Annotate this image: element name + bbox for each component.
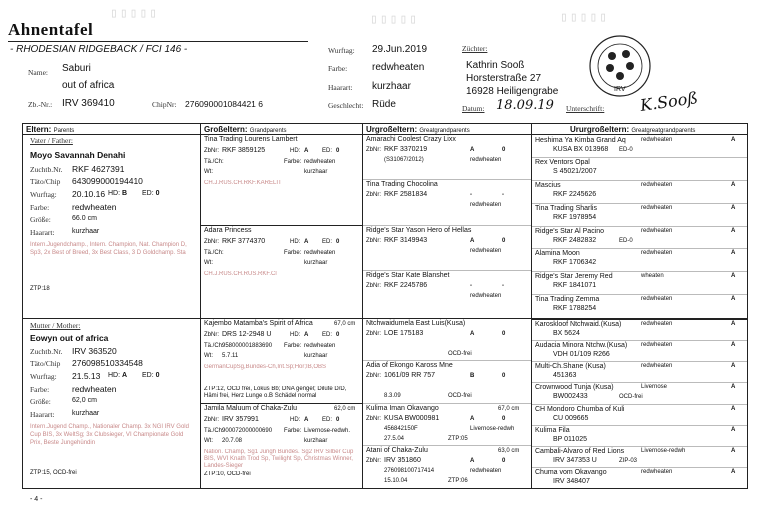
grandparent-ta-label: Tä./Ch: <box>204 428 224 434</box>
father-ed: ED: 0 <box>142 190 160 197</box>
ggg-name: Kulima Fila <box>535 427 570 434</box>
grandparent-wt-label: Wt: <box>204 353 213 359</box>
ggg-divider <box>532 203 747 204</box>
great-grandparent-zbnr: RKF 3149943 <box>384 237 428 244</box>
great-grandparent-farbe: redwheaten <box>470 248 502 254</box>
great-grandparent-zbnr-label: ZbNr: <box>366 458 381 464</box>
great-grandparent-name: Ntchwaidumela East Luis(Kusa) <box>366 320 466 327</box>
grandparent-ed-label: ED: <box>322 148 333 154</box>
grandparent-ed-label: ED: <box>322 417 333 423</box>
faint-stamp-right: ▯▯▯▯▯ <box>560 10 610 25</box>
grandparent-ta: 900072000000690 <box>222 428 273 434</box>
mother-groesse-label: Größe: <box>30 397 51 406</box>
great-grandparent-zbnr-label: ZbNr: <box>366 331 381 337</box>
grandparent-wt-label: Wt: <box>204 438 213 444</box>
grandparent-size: 67,0 cm <box>334 321 356 327</box>
grandparent-notes: GermanCupSg,Bundes-Ch,Int.Sp;Hor;IB,OBS <box>204 364 327 370</box>
grandparent-ta-label: Tä./Ch: <box>204 250 224 256</box>
ggg-name: Karoskloof Ntchwaid.(Kusa) <box>535 321 622 328</box>
chip-label: ChipNr: <box>152 100 177 109</box>
title-underline <box>8 41 308 42</box>
great-grandparent-name: Ridge's Star Yason Hero of Hellas <box>366 227 472 234</box>
father-zuchtb-label: Zuchtb.Nr. <box>30 165 63 174</box>
great-grandparent-name: Ridge's Star Kate Blanshet <box>366 272 450 279</box>
ggg-divider <box>532 226 747 227</box>
great-grandparent-wt: 8.3.09 <box>384 393 401 399</box>
great-grandparent-divider <box>363 403 531 404</box>
grandparent-zbnr: IRV 357991 <box>222 416 259 423</box>
ggg-ed: ED-0 <box>619 238 633 244</box>
ggg-ed: ZIP-03 <box>619 458 638 464</box>
father-groesse-label: Größe: <box>30 215 51 224</box>
great-grandparent-ed: - <box>502 192 504 198</box>
ggg-farbe: wheaten <box>641 273 664 279</box>
great-grandparent-name: Kulima Iman Okavango <box>366 405 439 412</box>
grandparent-ed: 0 <box>336 417 340 423</box>
great-grandparent-ed: 0 <box>502 373 506 379</box>
grandparent-farbe-label: Farbe: <box>284 343 302 349</box>
grandparent-size: 62,0 cm <box>334 406 356 412</box>
grandparent-notes: Nation. Champ, Sg1 Jungh Bundes. Sg2 IRV Silber Cup BIS, WVI Knath Trod Sp, Twilight Sp, Christmas Winner, Landes-Sieger <box>204 449 354 469</box>
grandparent-farbe: redwheaten <box>304 343 336 349</box>
ggg-zbnr: 451363 <box>553 372 577 379</box>
grandparent-wt-label: Wt: <box>204 169 213 175</box>
great-grandparent-ocd: OCD-frei <box>448 393 472 399</box>
ggg-farbe: redwheaten <box>641 205 673 211</box>
ggg-farbe: Livernose <box>641 384 668 390</box>
great-grandparent-hd: A <box>470 331 475 337</box>
great-grandparent-wt: 15.10.04 <box>384 478 408 484</box>
ggg-zbnr: BX 5624 <box>553 330 580 337</box>
grandparent-name: Jamila Maluum of Chaka-Zulu <box>204 405 297 412</box>
ggg-divider <box>532 248 747 249</box>
great-grandparent-name: Amarachi Coolest Crazy Lixx <box>366 136 456 143</box>
ggg-name: Chuma vom Okavango <box>535 469 607 476</box>
father-tato-label: Täto/Chip <box>30 177 61 186</box>
grandparent-name: Tina Trading Lourens Lambert <box>204 136 298 143</box>
ggg-hd: A <box>731 273 736 279</box>
great-grandparent-name: Atani of Chaka-Zulu <box>366 447 428 454</box>
grandparent-zbnr: RKF 3774370 <box>222 238 266 245</box>
grandparent-name: Adara Princess <box>204 227 252 234</box>
mother-hd: HD: A <box>108 372 128 379</box>
grandparent-zbnr: RKF 3859125 <box>222 147 266 154</box>
ggg-hd: A <box>731 363 736 369</box>
breed-line: - RHODESIAN RIDGEBACK / FCI 146 - <box>10 44 188 55</box>
ggg-hd: A <box>731 228 736 234</box>
ggg-farbe: redwheaten <box>641 321 673 327</box>
mother-zuchtb-label: Zuchtb.Nr. <box>30 347 63 356</box>
father-role: Vater / Father: <box>30 136 73 145</box>
ggg-farbe: redwheaten <box>641 363 673 369</box>
grandparent-wt: 5.7.11 <box>222 353 239 359</box>
farbe-label: Farbe: <box>328 64 348 73</box>
ggg-zbnr: IRV 348407 <box>553 478 590 485</box>
col-header-ururgrosseltern: Ururgroßeltern: Greatgreatgrandparents <box>570 125 696 134</box>
father-chip: 643099000194410 <box>72 176 143 186</box>
great-grandparent-divider <box>363 360 531 361</box>
great-grandparent-zbnr: RKF 2245786 <box>384 282 428 289</box>
grandparent-haar: kurzhaar <box>304 353 328 359</box>
ggg-hd: A <box>731 448 736 454</box>
ggg-name: Ridge's Star Jeremy Red <box>535 273 613 280</box>
ggg-zbnr: VDH 01/109 R266 <box>553 351 610 358</box>
great-grandparent-ta: 456842150F <box>384 426 418 432</box>
great-grandparent-zbnr-label: ZbNr: <box>366 416 381 422</box>
ggg-ed: OCD-frei <box>619 394 643 400</box>
ggg-name: Rex Ventors Opal <box>535 159 590 166</box>
grandparent-zbnr: DRS 12-2948 U <box>222 331 272 338</box>
ggg-hd: A <box>731 321 736 327</box>
father-wurftag-label: Wurftag: <box>30 190 57 199</box>
ggg-zbnr: BW002433 <box>553 393 588 400</box>
ggg-zbnr: BP 011025 <box>553 436 587 443</box>
great-grandparent-ta: 276098100717414 <box>384 468 435 474</box>
grandparent-haar: kurzhaar <box>304 169 328 175</box>
great-grandparent-hd: A <box>470 458 475 464</box>
ggg-farbe: redwheaten <box>641 296 673 302</box>
grandparent-name: Kajembo Matamba's Spirit of Africa <box>204 320 313 327</box>
grandparent-hd-label: HD: <box>290 148 301 154</box>
great-grandparent-farbe: redwheaten <box>470 468 502 474</box>
left-border <box>22 123 23 488</box>
great-grandparent-ed: 0 <box>502 147 506 153</box>
mother-role: Mutter / Mother: <box>30 321 81 330</box>
grandparent-hd: A <box>304 148 309 154</box>
grandparent-divider <box>201 225 362 226</box>
mother-groesse: 62,0 cm <box>72 397 97 404</box>
father-wurftag: 20.10.16 <box>72 189 106 199</box>
dog-name-line2: out of africa <box>62 80 115 91</box>
dog-name-line1: Saburi <box>62 63 91 74</box>
grandparent-hd: A <box>304 417 309 423</box>
wurftag-label: Wurftag: <box>328 46 355 55</box>
father-farbe-label: Farbe: <box>30 203 50 212</box>
farbe-value: redwheaten <box>372 62 425 73</box>
ggg-zbnr: RKF 1788254 <box>553 305 597 312</box>
mother-ed: ED: 0 <box>142 372 160 379</box>
father-groesse: 66.0 cm <box>72 215 97 222</box>
ggg-divider <box>532 467 747 468</box>
document-title: Ahnentafel <box>8 20 94 39</box>
mother-farbe-label: Farbe: <box>30 385 50 394</box>
ggg-name: Audacia Minora Ntchw.(Kusa) <box>535 342 628 349</box>
ggg-name: Heshima Ya Kimba Grand Aq <box>535 137 626 144</box>
ggg-name: Ridge's Star Al Pacino <box>535 228 605 235</box>
ggg-divider <box>532 157 747 158</box>
grandparent-ed-label: ED: <box>322 332 333 338</box>
mother-name: Eowyn out of africa <box>30 333 109 343</box>
great-grandparent-ocd: ZTP:06 <box>448 478 468 484</box>
mother-zuchtb: IRV 363520 <box>72 346 117 356</box>
great-grandparent-zbnr: RKF 3370219 <box>384 146 428 153</box>
datum-value: 18.09.19 <box>496 98 554 113</box>
great-grandparent-zbnr: LOE 175183 <box>384 330 424 337</box>
grandparent-ed: 0 <box>336 332 340 338</box>
name-label: Name: <box>28 68 48 77</box>
grandparent-hd: A <box>304 239 309 245</box>
great-grandparent-ed: 0 <box>502 238 506 244</box>
ggg-name: Multi-Ch.Shane (Kusa) <box>535 363 606 370</box>
grandparent-zbnr-label: ZbNr: <box>204 332 219 338</box>
great-grandparent-hd: A <box>470 147 475 153</box>
great-grandparent-ocd: OCD-frei <box>448 351 472 357</box>
col-header-urgrosseltern: Urgroßeltern: Greatgrandparents <box>366 125 470 134</box>
ggg-farbe: redwheaten <box>641 228 673 234</box>
ggg-hd: A <box>731 296 736 302</box>
grandparent-farbe-label: Farbe: <box>284 159 302 165</box>
ggg-divider <box>532 425 747 426</box>
grandparent-haar: kurzhaar <box>304 438 328 444</box>
grandparent-hd-label: HD: <box>290 417 301 423</box>
ggg-name: Tina Trading Sharlis <box>535 205 597 212</box>
great-grandparent-name: Tina Trading Chocolina <box>366 181 438 188</box>
grandparent-hd-label: HD: <box>290 239 301 245</box>
ggg-name: Alamina Moon <box>535 250 580 257</box>
ggg-zbnr: RKF 2482832 <box>553 237 597 244</box>
ggg-hd: A <box>731 182 736 188</box>
ggg-hd: A <box>731 469 736 475</box>
great-grandparent-ta: (S31067/2012) <box>384 157 424 163</box>
header-row-border <box>22 134 748 135</box>
chip-value: 276090001084421 6 <box>185 99 263 109</box>
great-grandparent-wt: 27.5.04 <box>384 436 405 442</box>
grandparent-ed-label: ED: <box>322 239 333 245</box>
father-zuchtb: RKF 4627391 <box>72 164 125 174</box>
grandparent-zbnr-label: ZbNr: <box>204 239 219 245</box>
great-grandparent-hd: - <box>470 283 472 289</box>
ggg-farbe: redwheaten <box>641 182 673 188</box>
datum-label: Datum: <box>462 104 485 113</box>
ggg-divider <box>532 294 747 295</box>
ggg-hd: A <box>731 384 736 390</box>
grandparent-ed: 0 <box>336 239 340 245</box>
geschlecht-label: Geschlecht: <box>328 101 364 110</box>
grandparent-ztp: ZTP:10, OCD-frei <box>204 471 251 477</box>
ggg-divider <box>532 271 747 272</box>
father-haarart: kurzhaar <box>72 228 100 235</box>
grandparent-divider <box>201 403 362 404</box>
mother-chip: 276098510334548 <box>72 358 143 368</box>
wurftag-value: 29.Jun.2019 <box>372 44 428 55</box>
great-grandparent-zbnr-label: ZbNr: <box>366 373 381 379</box>
father-name: Moyo Savannah Denahi <box>30 150 126 160</box>
grandparent-ed: 0 <box>336 148 340 154</box>
mother-wurftag-label: Wurftag: <box>30 372 57 381</box>
great-grandparent-zbnr-label: ZbNr: <box>366 238 381 244</box>
right-border <box>747 123 748 488</box>
grandparent-ta-label: Tä./Ch: <box>204 343 224 349</box>
grandparent-zbnr-label: ZbNr: <box>204 417 219 423</box>
ggg-hd: A <box>731 342 736 348</box>
ggg-zbnr: RKF 2245626 <box>553 191 597 198</box>
great-grandparent-farbe: Livernose-redwh <box>470 426 515 432</box>
ggg-name: Tina Trading Zemma <box>535 296 600 303</box>
ggg-name: CH Mondoro Chumba of Kuli <box>535 406 625 413</box>
father-ztp: ZTP:18 <box>30 286 50 292</box>
great-grandparent-ed: 0 <box>502 416 506 422</box>
ggg-hd: A <box>731 205 736 211</box>
great-grandparent-zbnr: KUSA BW000981 <box>384 415 440 422</box>
col-divider-3 <box>531 123 532 488</box>
grandparent-wt-label: Wt: <box>204 260 213 266</box>
grandparent-haar: kurzhaar <box>304 260 328 266</box>
ggg-hd: A <box>731 406 736 412</box>
great-grandparent-zbnr: RKF 2581834 <box>384 191 428 198</box>
geschlecht-value: Rüde <box>372 99 396 110</box>
faint-stamp-center: ▯▯▯▯▯ <box>370 12 420 27</box>
great-grandparent-divider <box>363 225 531 226</box>
col-divider-2 <box>362 123 363 488</box>
ggg-zbnr: RKF 1706342 <box>553 259 597 266</box>
col-header-eltern: Eltern: Parents <box>26 125 75 134</box>
ggg-divider <box>532 446 747 447</box>
mother-haarart-label: Haarart: <box>30 410 55 419</box>
father-farbe: redwheaten <box>72 202 117 212</box>
great-grandparent-hd: - <box>470 192 472 198</box>
ggg-farbe: Livernose-redwh <box>641 448 686 454</box>
great-grandparent-zbnr-label: ZbNr: <box>366 283 381 289</box>
great-grandparent-hd: A <box>470 416 475 422</box>
ggg-ed: ED-0 <box>619 147 633 153</box>
ggg-zbnr: RKF 1978954 <box>553 214 597 221</box>
great-grandparent-zbnr: IRV 351860 <box>384 457 421 464</box>
grandparent-ztp: ZTP:12, OCD frei, Lokus Bb; DNA gengel; Dilute D/D, Hämi frei, Herz Lunge o.B Schädel normal <box>204 386 347 399</box>
great-grandparent-divider <box>363 445 531 446</box>
zb-label: Zb.-Nr.: <box>28 100 53 109</box>
great-grandparent-ed: 0 <box>502 458 506 464</box>
ggg-farbe: redwheaten <box>641 469 673 475</box>
ggg-divider <box>532 340 747 341</box>
ggg-farbe: redwheaten <box>641 137 673 143</box>
great-grandparent-ed: 0 <box>502 331 506 337</box>
ggg-divider <box>532 404 747 405</box>
faint-stamp-left: ▯▯▯▯▯ <box>110 6 160 21</box>
ggg-divider <box>532 319 747 320</box>
mother-ztp: ZTP:15, OCD-frei <box>30 470 77 476</box>
zuechter-label: Züchter: <box>462 44 488 53</box>
grandparent-farbe-label: Farbe: <box>284 250 302 256</box>
grandparent-wt: 20.7.08 <box>222 438 243 444</box>
col-divider-1 <box>200 123 201 488</box>
ggg-zbnr: CU 009665 <box>553 415 589 422</box>
seal-text: IRV <box>614 86 626 93</box>
grandparent-farbe: redwheaten <box>304 250 336 256</box>
great-grandparent-zbnr-label: ZbNr: <box>366 192 381 198</box>
mother-tato-label: Täto/Chip <box>30 359 61 368</box>
great-grandparent-ocd: ZTP:05 <box>448 436 468 442</box>
irv-seal-icon <box>588 34 652 98</box>
ggg-zbnr: IRV 347353 U <box>553 457 597 464</box>
great-grandparent-ed: - <box>502 283 504 289</box>
ggg-divider <box>532 180 747 181</box>
page-number: - 4 - <box>30 496 43 503</box>
ggg-hd: A <box>731 427 736 433</box>
father-haarart-label: Haarart: <box>30 228 55 237</box>
ggg-zbnr: RKF 1841071 <box>553 282 597 289</box>
grandparent-hd-label: HD: <box>290 332 301 338</box>
ggg-hd: A <box>731 250 736 256</box>
mother-titles: Intern.Jugend Champ., Nationaler Champ. 3x NGI IRV Gold Cup BIS, 3x WeltSg; 3x Clubsieger, VI Championate Gold Prix, Beste Jungehündin <box>30 424 189 446</box>
breeder-name: Kathrin Sooß <box>466 60 525 71</box>
great-grandparent-divider <box>363 318 531 319</box>
grandparent-notes: CH.J.RUS.CH.RKF.KARELIT <box>204 180 282 186</box>
great-grandparent-divider <box>363 179 531 180</box>
haarart-label: Haarart: <box>328 83 353 92</box>
ggg-name: Cambali-Alvaro of Red Lions <box>535 448 625 455</box>
grandparent-farbe: Livernose-redwh. <box>304 428 351 434</box>
ggg-zbnr: KUSA BX 013968 <box>553 146 609 153</box>
haarart-value: kurzhaar <box>372 81 411 92</box>
table-bottom-border <box>22 488 748 489</box>
ggg-farbe: redwheaten <box>641 342 673 348</box>
great-grandparent-hd: B <box>470 373 475 379</box>
col-header-grosseltern: Großeltern: Grandparents <box>204 125 287 134</box>
ggg-farbe: redwheaten <box>641 250 673 256</box>
mother-farbe: redwheaten <box>72 384 117 394</box>
great-grandparent-zbnr-label: ZbNr: <box>366 147 381 153</box>
grandparent-notes: CH.J.RUS.CH.RUS.RKF.Cl <box>204 271 277 277</box>
ggg-divider <box>532 382 747 383</box>
ggg-hd: A <box>731 137 736 143</box>
signature: K.Sooß <box>638 88 699 115</box>
great-grandparent-size: 67,0 cm <box>498 406 520 412</box>
great-grandparent-hd: A <box>470 238 475 244</box>
unterschrift-label: Unterschrift: <box>566 104 605 113</box>
grandparent-farbe-label: Farbe: <box>284 428 302 434</box>
father-hd: HD: B <box>108 190 128 197</box>
ggg-name: Crownwood Tunja (Kusa) <box>535 384 614 391</box>
mother-wurftag: 21.5.13 <box>72 371 101 381</box>
great-grandparent-divider <box>363 270 531 271</box>
breeder-street: Horsterstraße 27 <box>466 73 542 84</box>
breeder-city: 16928 Heiligengrabe <box>466 86 559 97</box>
great-grandparent-farbe: redwheaten <box>470 202 502 208</box>
grandparent-zbnr-label: ZbNr: <box>204 148 219 154</box>
great-grandparent-name: Adia of Ekongo Kaross Mne <box>366 362 453 369</box>
great-grandparent-zbnr: 1061/09 RR 757 <box>384 372 435 379</box>
ggg-zbnr: S 45021/2007 <box>553 168 597 175</box>
grandparent-ta: 958000001883690 <box>222 343 273 349</box>
ggg-divider <box>532 361 747 362</box>
ggg-name: Mascius <box>535 182 561 189</box>
great-grandparent-size: 63,0 cm <box>498 448 520 454</box>
father-titles: Intern.Jugendchamp., Intern. Champion, Nat. Champion D, Sp3, 2x Best of Breed, 3x Best Class, 3 D Goldchamp. Sta <box>30 242 187 256</box>
mother-haarart: kurzhaar <box>72 410 100 417</box>
zb-value: IRV 369410 <box>62 98 115 109</box>
grandparent-ta-label: Tä./Ch: <box>204 159 224 165</box>
great-grandparent-farbe: redwheaten <box>470 293 502 299</box>
table-top-border <box>22 123 748 124</box>
grandparent-farbe: redwheaten <box>304 159 336 165</box>
grandparent-hd: A <box>304 332 309 338</box>
great-grandparent-farbe: redwheaten <box>470 157 502 163</box>
